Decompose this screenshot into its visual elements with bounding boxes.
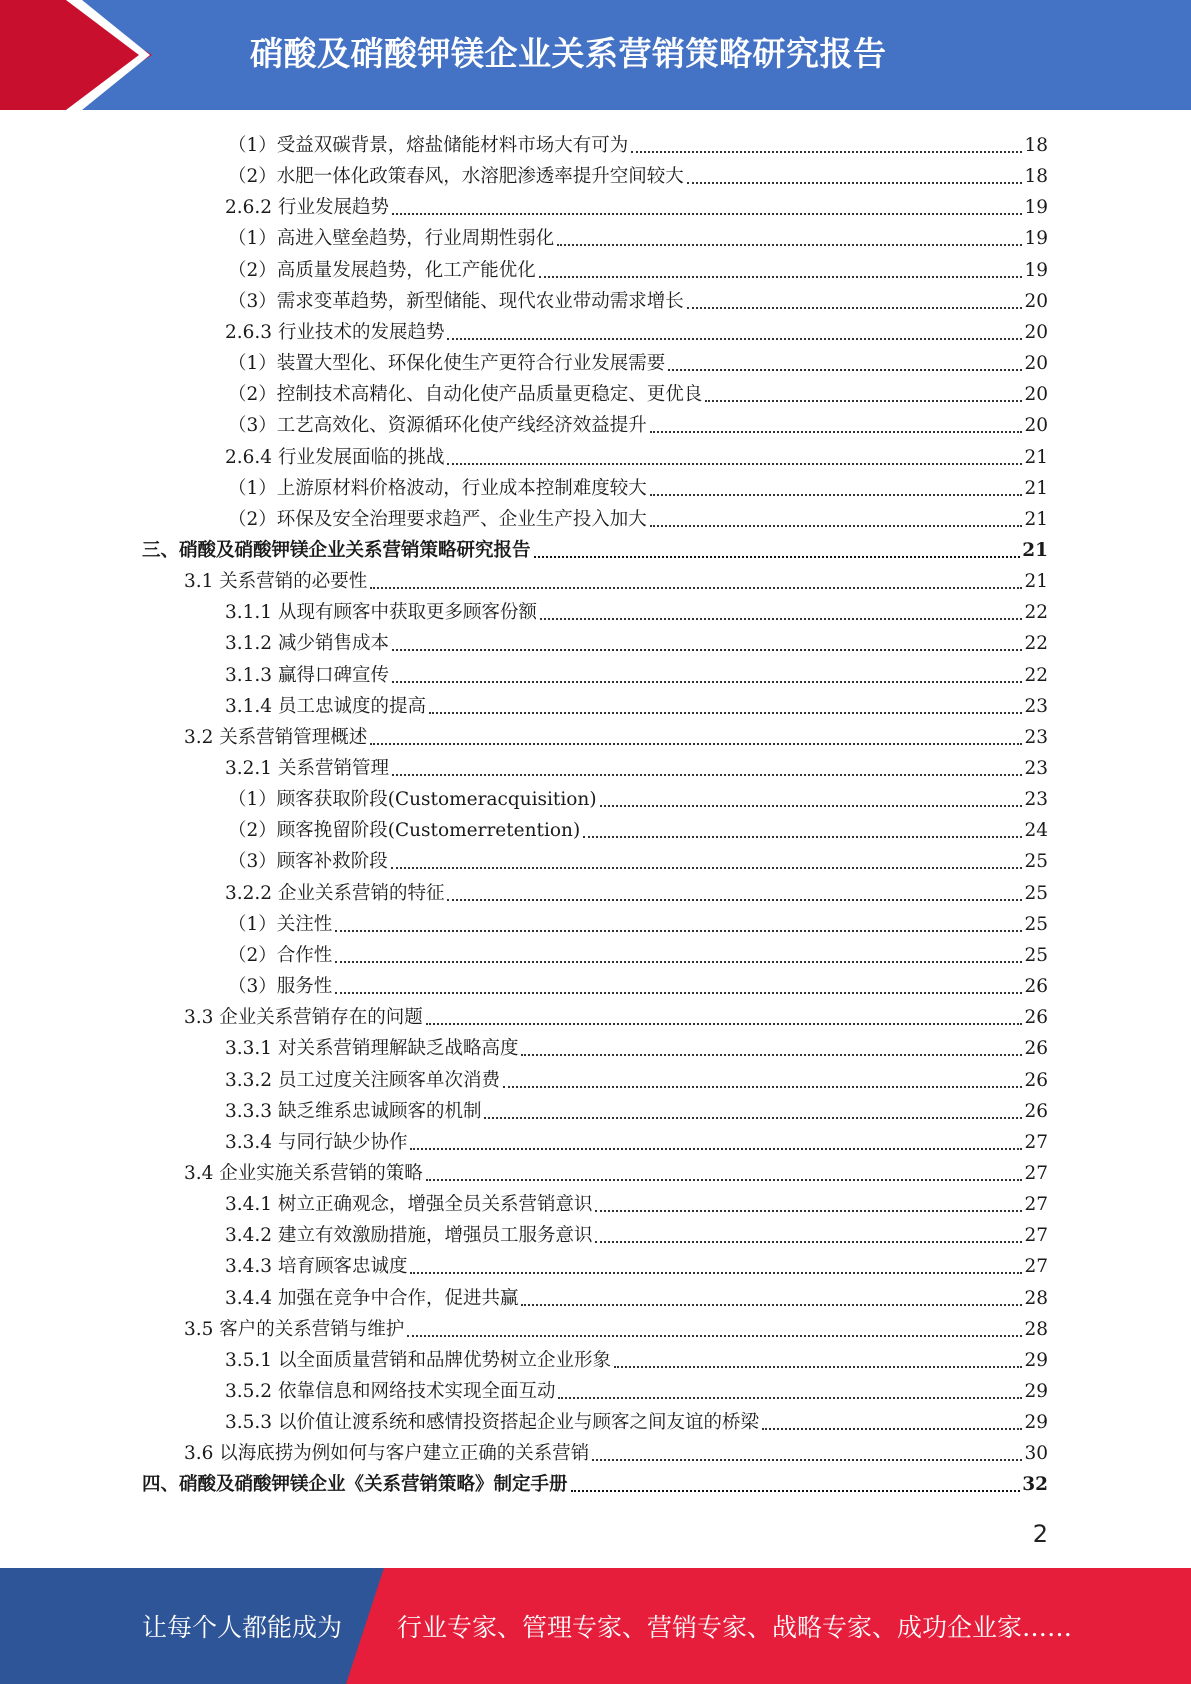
toc-entry-title: 3.4 企业实施关系营销的策略	[184, 1162, 423, 1184]
toc-entry-page: 20	[1024, 321, 1048, 343]
toc-entry[interactable]	[228, 127, 1048, 158]
toc-entry-title: （1）顾客获取阶段(Customeracquisition)	[228, 789, 597, 811]
toc-entry-page: 25	[1024, 851, 1048, 873]
toc-entry[interactable]	[142, 532, 1048, 563]
toc-entry-page: 19	[1024, 197, 1048, 219]
toc-entry[interactable]	[225, 189, 1048, 220]
toc-entry-page: 26	[1024, 976, 1048, 998]
toc-entry[interactable]	[228, 220, 1048, 251]
toc-entry-title: 3.3 企业关系营销存在的问题	[184, 1007, 423, 1029]
footer-slogan-left: 让每个人都能成为	[142, 1613, 343, 1642]
toc-entry[interactable]	[228, 812, 1048, 843]
toc-entry-title: （3）工艺高效化、资源循环化使产线经济效益提升	[228, 415, 647, 437]
toc-dot-leader	[484, 1117, 1022, 1119]
toc-entry-page: 27	[1024, 1225, 1048, 1247]
toc-entry-title: 2.6.3 行业技术的发展趋势	[225, 321, 445, 343]
footer-slogan-right: 行业专家、管理专家、营销专家、战略专家、成功企业家……	[397, 1613, 1073, 1642]
toc-entry-page: 22	[1024, 664, 1048, 686]
toc-dot-leader	[521, 1054, 1022, 1056]
toc-entry-title: （1）关注性	[228, 913, 333, 935]
toc-entry-page: 25	[1024, 882, 1048, 904]
toc-dot-leader	[429, 712, 1022, 714]
toc-entry[interactable]	[228, 937, 1048, 968]
toc-dot-leader	[426, 1179, 1023, 1181]
toc-entry-title: 3.3.4 与同行缺少协作	[225, 1131, 408, 1153]
toc-entry[interactable]	[225, 657, 1048, 688]
toc-entry-title: 3.5.2 依靠信息和网络技术实现全面互动	[225, 1381, 556, 1402]
toc-entry-title: 3.5 客户的关系营销与维护	[184, 1318, 405, 1340]
toc-entry-title: 3.3.2 员工过度关注顾客单次消费	[225, 1069, 500, 1091]
toc-entry[interactable]	[225, 750, 1048, 781]
toc-entry[interactable]	[225, 1093, 1048, 1124]
toc-entry[interactable]	[184, 1155, 1048, 1186]
toc-entry[interactable]	[184, 563, 1048, 594]
toc-entry-page: 27	[1024, 1131, 1048, 1153]
toc-entry-title: 3.1 关系营销的必要性	[184, 571, 368, 593]
toc-dot-leader	[558, 1397, 1022, 1399]
toc-entry-page: 28	[1024, 1318, 1048, 1340]
toc-entry-page: 29	[1024, 1412, 1048, 1434]
toc-entry-page: 20	[1024, 415, 1048, 437]
toc-entry-title: 3.1.3 赢得口碑宣传	[225, 664, 389, 686]
toc-entry-title: （2）顾客挽留阶段(Customerretention)	[228, 820, 581, 842]
toc-dot-leader	[392, 649, 1022, 651]
toc-dot-leader	[650, 431, 1023, 433]
toc-entry[interactable]	[225, 1404, 1048, 1435]
toc-entry[interactable]	[225, 594, 1048, 625]
toc-entry-page: 24	[1024, 820, 1048, 842]
toc-entry-title: （1）受益双碳背景，熔盐储能材料市场大有可为	[228, 135, 629, 156]
toc-entry-title: （2）水肥一体化政策春风，水溶肥渗透率提升空间较大	[228, 166, 684, 188]
toc-entry-page: 21	[1024, 508, 1048, 530]
toc-dot-leader	[335, 992, 1022, 994]
toc-entry-title: 三、硝酸及硝酸钾镁企业关系营销策略研究报告	[142, 539, 531, 561]
toc-entry[interactable]	[225, 1280, 1048, 1311]
toc-entry-page: 19	[1024, 259, 1048, 281]
toc-entry-title: 3.3.3 缺乏维系忠诚顾客的机制	[225, 1100, 482, 1122]
toc-entry-page: 21	[1022, 539, 1048, 561]
toc-entry[interactable]	[142, 1466, 1048, 1497]
toc-entry[interactable]	[225, 1030, 1048, 1061]
toc-entry-title: 3.6 以海底捞为例如何与客户建立正确的关系营销	[184, 1443, 590, 1465]
toc-dot-leader	[668, 369, 1022, 371]
toc-dot-leader	[540, 618, 1022, 620]
toc-dot-leader	[392, 213, 1022, 215]
header-chevron-decoration	[0, 0, 160, 110]
toc-dot-leader	[370, 743, 1022, 745]
toc-dot-leader	[447, 338, 1022, 340]
toc-entry-title: 3.1.1 从现有顾客中获取更多顾客份额	[225, 602, 537, 624]
toc-entry[interactable]	[228, 968, 1048, 999]
toc-entry[interactable]	[225, 688, 1048, 719]
toc-entry[interactable]	[225, 1248, 1048, 1279]
toc-entry[interactable]	[184, 1435, 1048, 1466]
toc-dot-leader	[571, 1490, 1021, 1492]
toc-entry[interactable]	[228, 345, 1048, 376]
toc-entry-title: 2.6.2 行业发展趋势	[225, 197, 389, 219]
toc-entry-page: 21	[1024, 571, 1048, 593]
toc-entry[interactable]	[228, 158, 1048, 189]
toc-dot-leader	[595, 1210, 1022, 1212]
toc-entry-page: 20	[1024, 384, 1048, 406]
toc-entry-title: 3.3.1 对关系营销理解缺乏战略高度	[225, 1038, 519, 1060]
toc-entry-page: 27	[1024, 1162, 1048, 1184]
toc-entry[interactable]	[225, 1373, 1048, 1404]
toc-dot-leader	[534, 556, 1021, 558]
toc-dot-leader	[705, 400, 1022, 402]
toc-entry-title: （2）控制技术高精化、自动化使产品质量更稳定、更优良	[228, 384, 703, 406]
toc-entry-title: 3.2.1 关系营销管理	[225, 758, 389, 779]
page-header	[0, 0, 1191, 110]
toc-dot-leader	[392, 681, 1022, 683]
toc-entry[interactable]	[228, 407, 1048, 438]
toc-entry[interactable]	[228, 906, 1048, 937]
toc-dot-leader	[521, 1304, 1022, 1306]
toc-entry-page: 25	[1024, 944, 1048, 966]
toc-dot-leader	[335, 930, 1022, 932]
toc-entry-title: 3.2 关系营销管理概述	[184, 726, 368, 748]
toc-dot-leader	[650, 525, 1023, 527]
toc-entry-page: 23	[1024, 789, 1048, 811]
toc-entry-page: 26	[1024, 1007, 1048, 1029]
toc-entry-title: （3）需求变革趋势，新型储能、现代农业带动需求增长	[228, 290, 684, 312]
toc-entry-page: 30	[1024, 1443, 1048, 1465]
toc-entry-page: 32	[1022, 1474, 1048, 1496]
toc-entry-title: （2）合作性	[228, 944, 333, 966]
toc-entry[interactable]	[225, 314, 1048, 345]
toc-dot-leader	[650, 494, 1023, 496]
toc-entry[interactable]	[225, 1186, 1048, 1217]
toc-entry-title: 3.5.3 以价值让渡系统和感情投资搭起企业与顾客之间友谊的桥梁	[225, 1412, 759, 1434]
toc-entry-page: 20	[1024, 353, 1048, 375]
toc-entry[interactable]	[228, 781, 1048, 812]
toc-entry-title: 2.6.4 行业发展面临的挑战	[225, 446, 445, 468]
toc-entry-page: 26	[1024, 1100, 1048, 1122]
toc-entry[interactable]	[225, 875, 1048, 906]
toc-dot-leader	[447, 899, 1022, 901]
toc-dot-leader	[410, 1272, 1022, 1274]
toc-entry-title: （1）上游原材料价格波动，行业成本控制难度较大	[228, 477, 647, 499]
toc-dot-leader	[335, 961, 1022, 963]
toc-entry[interactable]	[228, 252, 1048, 283]
toc-dot-leader	[614, 1366, 1022, 1368]
toc-entry-page: 18	[1024, 135, 1048, 156]
toc-dot-leader	[583, 836, 1022, 838]
toc-entry-page: 28	[1024, 1287, 1048, 1309]
toc-entry[interactable]	[225, 625, 1048, 656]
toc-entry-title: 3.4.1 树立正确观念，增强全员关系营销意识	[225, 1194, 593, 1216]
toc-entry-title: （2）环保及安全治理要求趋严、企业生产投入加大	[228, 508, 647, 530]
toc-entry[interactable]	[225, 1217, 1048, 1248]
toc-dot-leader	[392, 774, 1022, 776]
page-number: 2	[1032, 1520, 1048, 1548]
toc-entry-page: 23	[1024, 758, 1048, 779]
toc-dot-leader	[592, 1459, 1022, 1461]
toc-entry-page: 23	[1024, 695, 1048, 717]
toc-entry-page: 21	[1024, 477, 1048, 499]
toc-entry-title: 3.1.4 员工忠诚度的提高	[225, 695, 426, 717]
toc-entry-title: 四、硝酸及硝酸钾镁企业《关系营销策略》制定手册	[142, 1474, 568, 1496]
toc-entry-title: 3.5.1 以全面质量营销和品牌优势树立企业形象	[225, 1349, 611, 1371]
toc-dot-leader	[391, 867, 1023, 869]
toc-entry-page: 26	[1024, 1069, 1048, 1091]
toc-entry-page: 29	[1024, 1349, 1048, 1371]
toc-dot-leader	[595, 1241, 1022, 1243]
toc-entry-title: （1）装置大型化、环保化使生产更符合行业发展需要	[228, 353, 666, 375]
page-footer	[0, 1568, 1191, 1684]
toc-entry-page: 25	[1024, 913, 1048, 935]
toc-entry-title: （2）高质量发展趋势，化工产能优化	[228, 259, 536, 281]
toc-entry-page: 29	[1024, 1381, 1048, 1402]
toc-dot-leader	[503, 1086, 1022, 1088]
toc-entry-page: 26	[1024, 1038, 1048, 1060]
toc-entry[interactable]	[225, 439, 1048, 470]
toc-entry-page: 27	[1024, 1194, 1048, 1216]
toc-entry-page: 22	[1024, 633, 1048, 655]
toc-entry[interactable]	[225, 1342, 1048, 1373]
toc-entry[interactable]	[228, 501, 1048, 532]
toc-entry-title: 3.1.2 减少销售成本	[225, 633, 389, 655]
toc-entry-page: 19	[1024, 228, 1048, 250]
toc-entry-title: 3.4.2 建立有效激励措施，增强员工服务意识	[225, 1225, 593, 1247]
toc-dot-leader	[631, 151, 1022, 153]
toc-entry-page: 18	[1024, 166, 1048, 188]
report-title: 硝酸及硝酸钾镁企业关系营销策略研究报告	[250, 34, 887, 73]
toc-dot-leader	[600, 805, 1023, 807]
toc-entry[interactable]	[228, 376, 1048, 407]
toc-dot-leader	[557, 244, 1022, 246]
toc-dot-leader	[447, 463, 1022, 465]
toc-entry[interactable]	[184, 719, 1048, 750]
toc-entry[interactable]	[228, 843, 1048, 874]
toc-dot-leader	[370, 587, 1022, 589]
toc-entry-page: 27	[1024, 1256, 1048, 1278]
toc-entry-page: 23	[1024, 726, 1048, 748]
toc-dot-leader	[687, 307, 1023, 309]
toc-entry[interactable]	[228, 470, 1048, 501]
toc-entry-page: 22	[1024, 602, 1048, 624]
toc-entry-title: 3.4.3 培育顾客忠诚度	[225, 1256, 408, 1278]
toc-entry-title: （3）服务性	[228, 976, 333, 998]
toc-entry[interactable]	[184, 1311, 1048, 1342]
toc-dot-leader	[687, 182, 1023, 184]
toc-entry-title: 3.2.2 企业关系营销的特征	[225, 882, 445, 904]
toc-entry-title: （1）高进入壁垒趋势，行业周期性弱化	[228, 228, 555, 250]
toc-dot-leader	[539, 276, 1023, 278]
toc-entry-page: 20	[1024, 290, 1048, 312]
toc-entry-title: （3）顾客补救阶段	[228, 851, 388, 873]
toc-entry-page: 21	[1024, 446, 1048, 468]
toc-dot-leader	[762, 1428, 1022, 1430]
toc-dot-leader	[407, 1335, 1022, 1337]
toc-dot-leader	[410, 1148, 1022, 1150]
toc-entry[interactable]	[225, 1124, 1048, 1155]
toc-entry[interactable]	[225, 1062, 1048, 1093]
toc-entry[interactable]	[228, 283, 1048, 314]
toc-dot-leader	[426, 1023, 1023, 1025]
toc-entry[interactable]	[184, 999, 1048, 1030]
toc-entry-title: 3.4.4 加强在竞争中合作，促进共赢	[225, 1287, 519, 1309]
